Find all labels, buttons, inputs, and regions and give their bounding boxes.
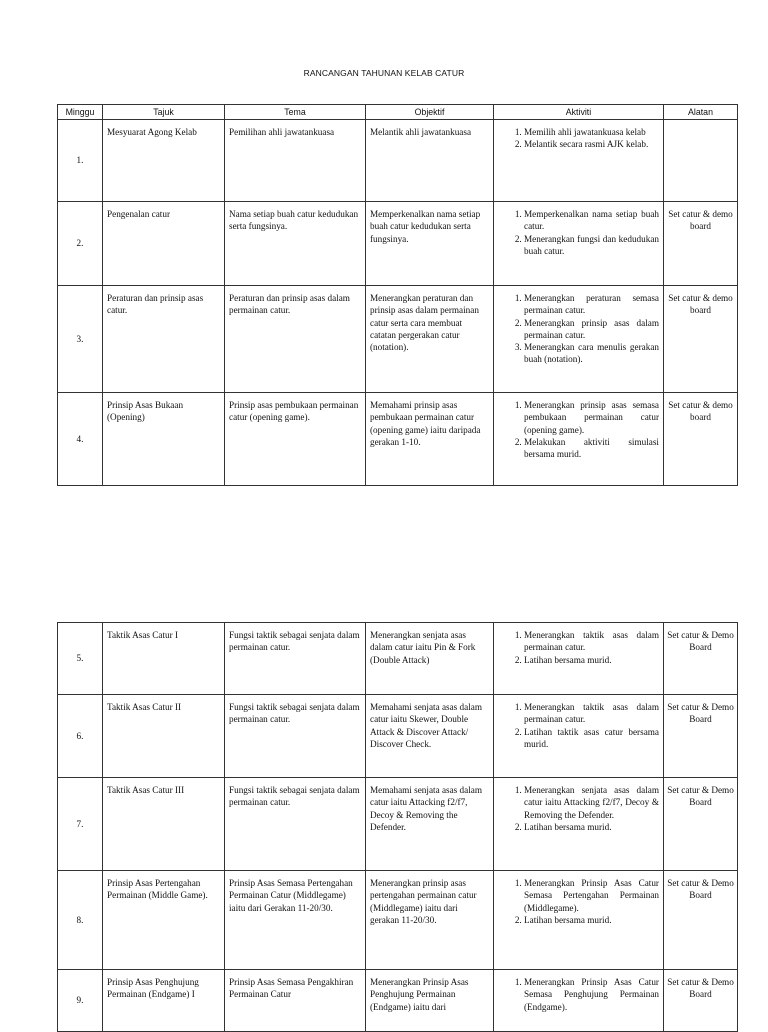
cell-objektif: Menerangkan Prinsip Asas Penghujung Permainan (Endgame) iaitu dari: [366, 970, 494, 1032]
cell-alatan: [664, 120, 738, 202]
cell-tema: Nama setiap buah catur kedudukan serta fungsinya.: [225, 202, 366, 286]
cell-tajuk: Prinsip Asas Penghujung Permainan (Endgame) I: [103, 970, 225, 1032]
cell-alatan: Set catur & Demo Board: [664, 871, 738, 970]
cell-tajuk: Prinsip Asas Bukaan (Opening): [103, 393, 225, 486]
cell-minggu: 4.: [58, 393, 103, 486]
cell-minggu: 5.: [58, 623, 103, 695]
table-row: [58, 871, 738, 970]
aktiviti-item: 2. Latihan taktik asas catur bersama murid.: [524, 726, 659, 751]
cell-minggu: 2.: [58, 202, 103, 286]
cell-aktiviti: [494, 202, 664, 286]
table-row: [58, 778, 738, 871]
cell-aktiviti: [494, 120, 664, 202]
aktiviti-item: 3. Menerangkan cara menulis gerakan buah (notation).: [524, 341, 659, 366]
cell-tema: Prinsip Asas Semasa Pengakhiran Permainan Catur: [225, 970, 366, 1032]
cell-tema: Prinsip Asas Semasa Pertengahan Permainan Catur (Middlegame) iaitu dari Gerakan 11-20/30.: [225, 871, 366, 970]
cell-tema: Pemilihan ahli jawatankuasa: [225, 120, 366, 202]
aktiviti-item: 2. Latihan bersama murid.: [524, 914, 659, 926]
cell-objektif: Menerangkan senjata asas dalam catur iaitu Pin & Fork (Double Attack): [366, 623, 494, 695]
aktiviti-item: 1. Menerangkan Prinsip Asas Catur Semasa Pertengahan Permainan (Middlegame).: [524, 877, 659, 914]
cell-tajuk: Taktik Asas Catur III: [103, 778, 225, 871]
plan-table-page-1: [57, 104, 738, 486]
aktiviti-item: 2. Melantik secara rasmi AJK kelab.: [524, 138, 659, 150]
cell-aktiviti: [494, 623, 664, 695]
cell-tema: Prinsip asas pembukaan permainan catur (opening game).: [225, 393, 366, 486]
cell-tajuk: Pengenalan catur: [103, 202, 225, 286]
table-row: [58, 393, 738, 486]
cell-alatan: Set catur & Demo Board: [664, 695, 738, 778]
header-aktiviti: Aktiviti: [494, 105, 664, 120]
header-tajuk: Tajuk: [103, 105, 225, 120]
cell-objektif: Melantik ahli jawatankuasa: [366, 120, 494, 202]
aktiviti-item: 2. Menerangkan prinsip asas dalam permainan catur.: [524, 317, 659, 342]
header-alatan: Alatan: [664, 105, 738, 120]
cell-minggu: 7.: [58, 778, 103, 871]
aktiviti-item: 1. Memilih ahli jawatankuasa kelab: [524, 126, 659, 138]
cell-tajuk: Peraturan dan prinsip asas catur.: [103, 286, 225, 393]
table-header-row: [58, 105, 738, 120]
cell-tema: Fungsi taktik sebagai senjata dalam permainan catur.: [225, 778, 366, 871]
cell-tema: Fungsi taktik sebagai senjata dalam permainan catur.: [225, 623, 366, 695]
cell-tema: Fungsi taktik sebagai senjata dalam permainan catur.: [225, 695, 366, 778]
cell-aktiviti: [494, 393, 664, 486]
cell-tajuk: Taktik Asas Catur I: [103, 623, 225, 695]
header-minggu: Minggu: [58, 105, 103, 120]
aktiviti-item: 1. Memperkenalkan nama setiap buah catur.: [524, 208, 659, 233]
aktiviti-item: 1. Menerangkan prinsip asas semasa pembukaan permainan catur (opening game).: [524, 399, 659, 436]
cell-objektif: Memperkenalkan nama setiap buah catur kedudukan serta fungsinya.: [366, 202, 494, 286]
cell-tema: Peraturan dan prinsip asas dalam permainan catur.: [225, 286, 366, 393]
table-row: [58, 623, 738, 695]
cell-alatan: Set catur & Demo Board: [664, 623, 738, 695]
aktiviti-item: 1. Menerangkan taktik asas dalam permainan catur.: [524, 701, 659, 726]
cell-tajuk: Taktik Asas Catur II: [103, 695, 225, 778]
cell-minggu: 9.: [58, 970, 103, 1032]
cell-aktiviti: [494, 286, 664, 393]
table-row: [58, 695, 738, 778]
table-row: [58, 202, 738, 286]
cell-aktiviti: [494, 970, 664, 1032]
aktiviti-item: 2. Latihan bersama murid.: [524, 821, 659, 833]
cell-objektif: Memahami senjata asas dalam catur iaitu Skewer, Double Attack & Discover Attack/ Discover Check.: [366, 695, 494, 778]
plan-table-page-2: [57, 622, 738, 1032]
cell-minggu: 6.: [58, 695, 103, 778]
table-row: [58, 120, 738, 202]
header-objektif: Objektif: [366, 105, 494, 120]
cell-aktiviti: [494, 871, 664, 970]
cell-minggu: 3.: [58, 286, 103, 393]
cell-aktiviti: [494, 778, 664, 871]
document-title: RANCANGAN TAHUNAN KELAB CATUR: [303, 68, 465, 78]
cell-minggu: 1.: [58, 120, 103, 202]
cell-minggu: 8.: [58, 871, 103, 970]
cell-alatan: Set catur & demo board: [664, 286, 738, 393]
table-row: [58, 970, 738, 1032]
cell-objektif: Memahami senjata asas dalam catur iaitu Attacking f2/f7, Decoy & Removing the Defender.: [366, 778, 494, 871]
aktiviti-item: 1. Menerangkan senjata asas dalam catur iaitu Attacking f2/f7, Decoy & Removing the Defender.: [524, 784, 659, 821]
cell-objektif: Menerangkan peraturan dan prinsip asas dalam permainan catur serta cara membuat catatan pergerakan catur (notation).: [366, 286, 494, 393]
aktiviti-item: 2. Latihan bersama murid.: [524, 654, 659, 666]
cell-tajuk: Mesyuarat Agong Kelab: [103, 120, 225, 202]
cell-objektif: Memahami prinsip asas pembukaan permainan catur (opening game) iaitu daripada gerakan 1-10.: [366, 393, 494, 486]
aktiviti-item: 1. Menerangkan peraturan semasa permainan catur.: [524, 292, 659, 317]
aktiviti-item: 1. Menerangkan taktik asas dalam permainan catur.: [524, 629, 659, 654]
cell-alatan: Set catur & demo board: [664, 202, 738, 286]
cell-aktiviti: [494, 695, 664, 778]
cell-objektif: Menerangkan prinsip asas pertengahan permainan catur (Middlegame) iaitu dari gerakan 11-20/30.: [366, 871, 494, 970]
cell-tajuk: Prinsip Asas Pertengahan Permainan (Middle Game).: [103, 871, 225, 970]
aktiviti-item: 2. Menerangkan fungsi dan kedudukan buah catur.: [524, 233, 659, 258]
cell-alatan: Set catur & Demo Board: [664, 970, 738, 1032]
aktiviti-item: 1. Menerangkan Prinsip Asas Catur Semasa Penghujung Permainan (Endgame).: [524, 976, 659, 1013]
header-tema: Tema: [225, 105, 366, 120]
cell-alatan: Set catur & Demo Board: [664, 778, 738, 871]
cell-alatan: Set catur & demo board: [664, 393, 738, 486]
aktiviti-item: 2. Melakukan aktiviti simulasi bersama murid.: [524, 436, 659, 461]
table-row: [58, 286, 738, 393]
